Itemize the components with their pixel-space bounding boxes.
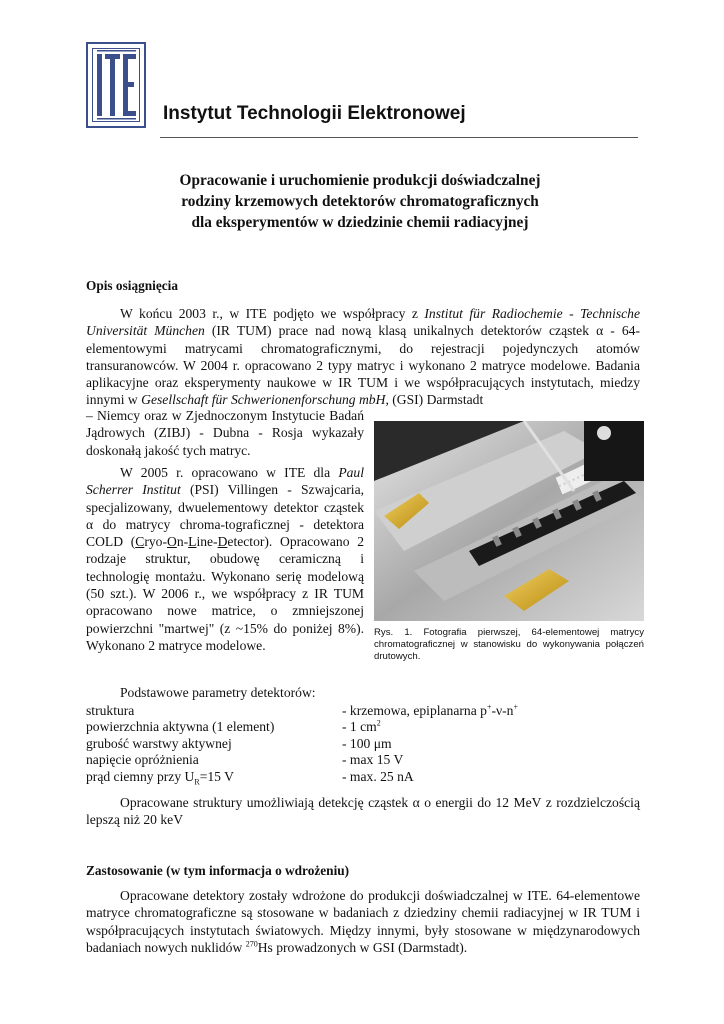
header-divider (160, 137, 638, 138)
detector-parameters (86, 685, 640, 786)
param-row: napięcie opróżnienia - max 15 V (86, 752, 404, 768)
param-row: struktura - krzemowa, epiplanarna p+-ν-n+ (86, 702, 518, 718)
photo-caption: Rys. 1. Fotografia pierwszej, 64-elementowej matrycy chromatograficznej w stanowisku do wykonywania połączeń drutowych. (374, 627, 644, 662)
section-heading-application: Zastosowanie (w tym informacja o wdrożeniu) (86, 863, 350, 878)
ite-logo-letters (88, 44, 144, 126)
paragraph-parameters-summary: Opracowane struktury umożliwiają detekcję cząstek α o energii do 12 MeV z rozdzielczością lepszą niż 20 keV (86, 795, 640, 828)
param-row: prąd ciemny przy $U_R=15$ V - max. 25 nA (86, 768, 414, 787)
document-title (100, 170, 620, 233)
param-row: powierzchnia aktywna (1 element) - 1 $cm^2$ (86, 718, 381, 735)
parameters-heading: Podstawowe parametry detektorów: (120, 685, 316, 700)
paragraph-application: Opracowane detektory zostały wdrożone do produkcji doświadczalnej w ITE. 64-elementowe matryce chromatograficzne są stosowane w badaniach z dziedziny chemii radiacyjnej w IR TUM i współpracujących instytutach światowych. Między innymi, były stosowane w międzynarodowych badaniach nowych nuklidów $^{270}$Hs prowadzonych w GSI (Darmstadt). (86, 888, 640, 955)
paragraph-intro: W końcu 2003 r., w ITE podjęto we współpracy z Institut für Radiochemie - Technische Universität München (IR TUM) prace nad nową klasą unikalnych detektorów cząstek α - 64-elementowymi matrycami chromatograficznymi, do rejestracji pojedynczych atomów transuranowców. W 2004 r. opracowano 2 typy matryc i wykonano 2 matryce modelowe. Badania aplikacyjne oraz eksperymenty naukowe w IR TUM i we współpracujących instytutach, miedzy innymi w Gesellschaft für Schwerionenforschung mbH, (GSI) Darmstadt (86, 306, 641, 408)
section-heading-description: Opis osiągnięcia (86, 278, 178, 293)
title-line-3: dla eksperymentów w dziedzinie chemii radiacyjnej (191, 214, 529, 231)
paragraph-psi: W 2005 r. opracowano w ITE dla Paul Scherrer Institut (PSI) Villingen - Szwajcaria, specjalizowany, dwuelementowy detektor cząstek α do matrycy chroma-tograficznej - detektora COLD (Cryo-On-Line-Detector). Opracowano 2 rodzaje struktur, obudowę ceramiczną i technologię montażu. Wykonano serię modelową (50 szt.). W 2006 r., we współpracy z IR TUM opracowano nowe matrice, o zmniejszonej powierzchni "martwej" (z ~15% do poniżej 8%). Wykonano 2 matryce modelowe. (86, 465, 364, 653)
detector-matrix-photo (374, 421, 644, 621)
institute-name: Instytut Technologii Elektronowej (163, 103, 466, 124)
param-row: grubość warstwy aktywnej - 100 μm (86, 735, 392, 751)
paragraph-intro-continued: – Niemcy oraz w Zjednoczonym Instytucie Badań Jądrowych (ZIBJ) - Dubna - Rosja wykazały doskonałą jakość tych matryc. (86, 408, 364, 458)
title-line-1: Opracowanie i uruchomienie produkcji doświadczalnej (179, 172, 541, 189)
title-line-2: rodziny krzemowych detektorów chromatograficznych (181, 193, 539, 210)
ite-logo (86, 42, 146, 128)
